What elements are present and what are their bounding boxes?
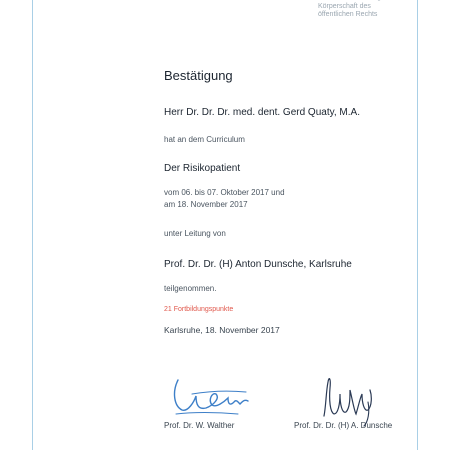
- organization-line-2: Körperschaft des: [318, 2, 371, 10]
- participation-text: hat an dem Curriculum: [164, 135, 245, 144]
- course-title: Der Risikopatient: [164, 163, 241, 174]
- right-border-rule: [417, 0, 418, 450]
- signature-label-dunsche: Prof. Dr. Dr. (H) A. Dunsche: [294, 421, 393, 430]
- signature-label-walther: Prof. Dr. W. Walther: [164, 421, 235, 430]
- organization-header: [318, 0, 381, 20]
- training-points: 21 Fortbildungspunkte: [164, 306, 234, 313]
- certificate-title: Bestätigung: [164, 68, 233, 83]
- course-leader: Prof. Dr. Dr. (H) Anton Dunsche, Karlsruhe: [164, 259, 352, 270]
- walther-signature: [168, 372, 252, 418]
- course-dates-line-2: am 18. November 2017: [164, 200, 248, 209]
- recipient-name: Herr Dr. Dr. Dr. med. dent. Gerd Quaty, M.A.: [164, 107, 360, 118]
- dunsche-signature: [318, 362, 382, 428]
- course-dates: [164, 187, 285, 211]
- organization-line-3: öffentlichen Rechts: [318, 11, 378, 18]
- course-dates-line-1: vom 06. bis 07. Oktober 2017 und: [164, 188, 285, 197]
- leadership-text: unter Leitung von: [164, 229, 226, 238]
- left-border-rule: [32, 0, 33, 450]
- place-and-date: Karlsruhe, 18. November 2017: [164, 325, 280, 335]
- completion-text: teilgenommen.: [164, 284, 217, 293]
